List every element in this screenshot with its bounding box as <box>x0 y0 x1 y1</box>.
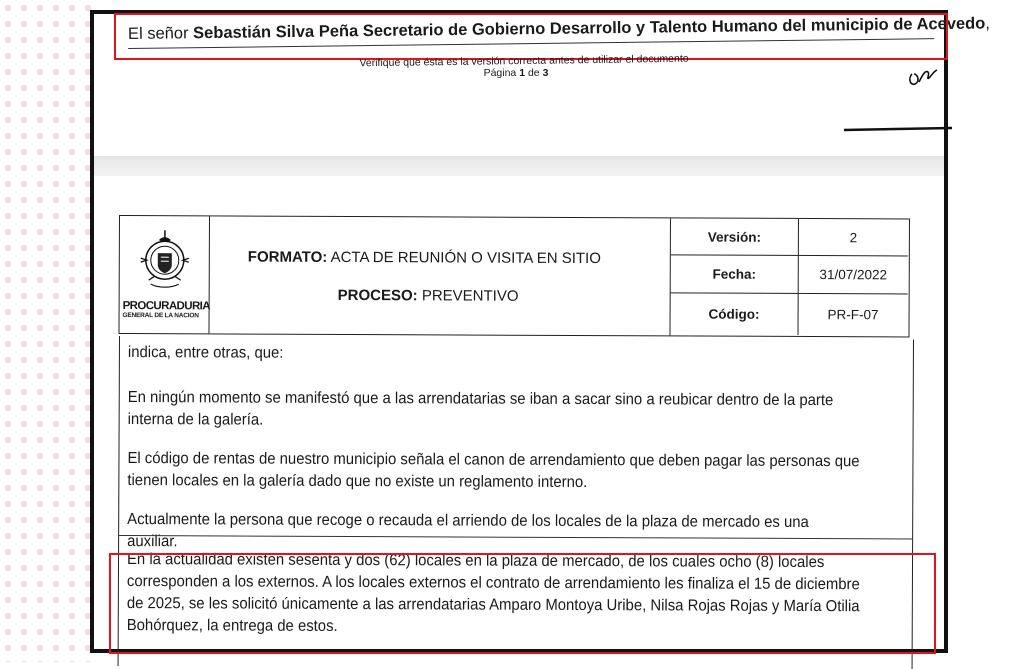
form-header-table <box>118 215 910 337</box>
page-of: de <box>528 67 540 79</box>
paragraph: El código de rentas de nuestro municipio señala el canon de arrendamiento que deben pagar las personas que tienen locales en la galería dado que no existe un reglamento interno. <box>127 448 862 495</box>
meta-value: PR-F-07 <box>798 294 907 335</box>
signature-line <box>844 124 952 132</box>
page-number <box>436 67 596 79</box>
logo-name: PROCURADURIA <box>123 300 207 312</box>
page-gap-shadow <box>94 156 944 176</box>
page-label: Página <box>484 67 517 79</box>
formato-label: FORMATO: <box>248 249 328 266</box>
paragraph: Actualmente la persona que recoge o recauda el arriendo de los locales de la plaza de mercado es una auxiliar. <box>127 509 862 556</box>
proceso-value: PREVENTIVO <box>418 287 519 304</box>
highlight-box-top <box>114 13 948 60</box>
page-total: 3 <box>543 67 549 79</box>
top-note-suffix: , <box>985 14 990 32</box>
meta-value: 31/07/2022 <box>799 256 908 293</box>
paragraph: indica, entre otras, que: <box>128 342 863 367</box>
page-current: 1 <box>519 67 525 79</box>
highlight-box-bottom <box>109 553 936 654</box>
meta-row-codigo <box>670 293 907 335</box>
formato-value: ACTA DE REUNIÓN O VISITA EN SITIO <box>327 249 601 267</box>
meta-label: Versión: <box>671 218 799 255</box>
paragraph: En ningún momento se manifestó que a las arrendatarias se iban a sacar sino a reubicar dentro de la parte interna de la galería. <box>128 387 863 434</box>
proceso-line <box>338 287 519 305</box>
coat-of-arms-icon <box>137 228 193 294</box>
meta-row-version <box>671 218 908 256</box>
formato-line <box>248 249 601 268</box>
meta-label: Código: <box>670 293 798 335</box>
document-scan <box>90 10 948 653</box>
logo-cell <box>119 216 210 333</box>
verify-note: Verifique que ésta es la versión correcta antes de utilizar el documento <box>324 52 724 70</box>
meta-row-fecha <box>671 255 908 294</box>
paragraph-highlighted: En la actualidad existen sesenta y dos (62) locales en la plaza de mercado, de los cuales ocho (8) locales corresponden a los externos. A los locales externos el contrato de arrendamiento les finaliza el 15 de diciembre de 2025, se les solicitó únicamente a las arrendatarias Amparo Montoya Uribe, Nilsa Rojas Rojas y María Otilia Bohórquez, la entrega de estos. <box>127 549 862 640</box>
logo-subtitle: GENERAL DE LA NACION <box>123 312 207 320</box>
top-note-prefix: El señor <box>128 24 193 43</box>
meta-grid <box>669 218 908 336</box>
top-note-bold: Sebastián Silva Peña Secretario de Gobierno Desarrollo y Talento Humano del municipio de Acevedo <box>193 15 985 43</box>
logo-text <box>123 300 207 320</box>
proceso-label: PROCESO: <box>338 287 418 304</box>
handwritten-initials-icon <box>906 62 940 92</box>
title-cell <box>209 216 670 335</box>
background-pattern <box>0 0 100 662</box>
meta-label: Fecha: <box>671 255 799 293</box>
meta-value: 2 <box>799 219 908 255</box>
